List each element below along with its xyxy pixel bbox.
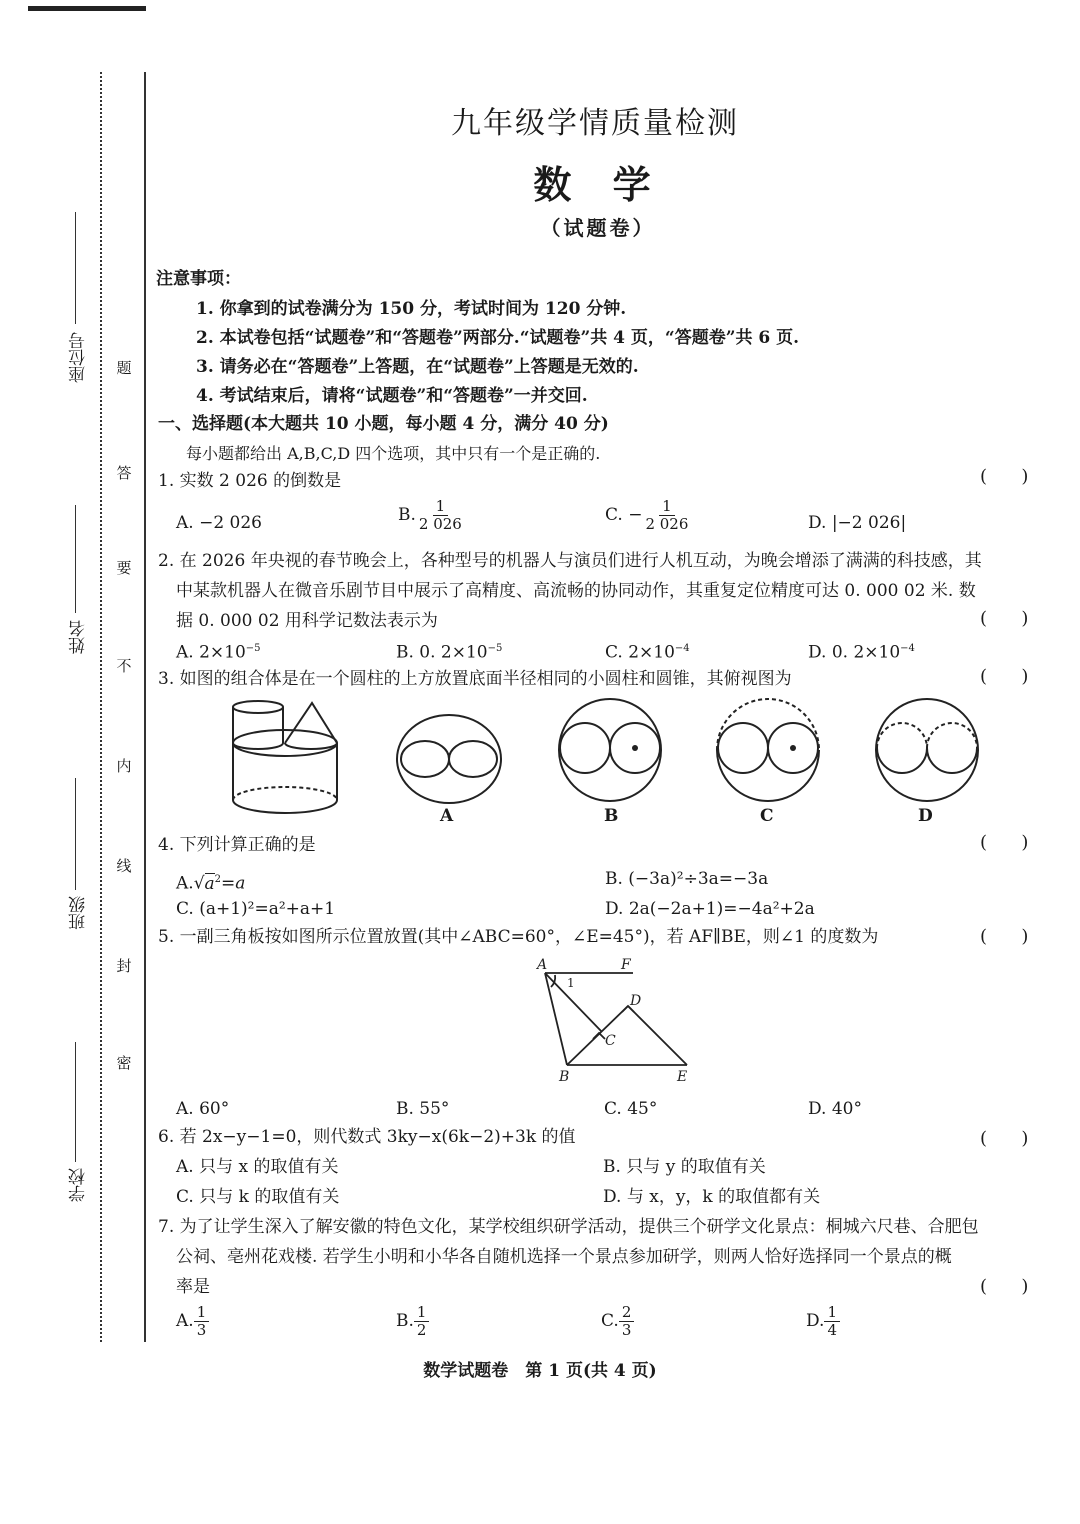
q3-label-c: C: [760, 806, 774, 826]
q4-option-c: C. (a+1)²=a²+a+1: [176, 899, 336, 919]
seal-char: 答: [116, 464, 132, 482]
seal-char: 线: [116, 857, 132, 875]
binding-dotted-line: [100, 72, 102, 1342]
fig-label-c: C: [605, 1033, 616, 1049]
answer-paren: ( ): [980, 926, 1029, 947]
notice-item: 1. 你拿到的试卷满分为 150 分，考试时间为 120 分钟.: [196, 299, 627, 319]
seat-label: 座位号: [69, 332, 89, 383]
q2-option-a: A. $2\times 10^{-5}$: [176, 642, 261, 663]
seal-char: 题: [116, 359, 132, 377]
fig-label-b: B: [559, 1069, 570, 1085]
q5-option-c: C. 45°: [604, 1099, 658, 1119]
seal-char: 不: [116, 657, 132, 675]
q7-stem-line1: 7. 为了让学生深入了解安徽的特色文化，某学校组织研学活动，提供三个研学文化景点：桐城六尺巷、合肥包: [158, 1217, 979, 1237]
q6-option-b: B. 只与 y 的取值有关: [603, 1157, 766, 1177]
q5-option-d: D. 40°: [808, 1099, 862, 1119]
answer-paren: ( ): [980, 1128, 1029, 1149]
q6-stem: 6. 若 2x−y−1=0，则代数式 3ky−x(6k−2)+3k 的值: [158, 1127, 576, 1147]
q7-option-a: A. $\frac{1}{3}$: [176, 1304, 209, 1339]
q2-option-b: B. 0. $2\times 10^{-5}$: [396, 642, 503, 663]
q2-stem-line2: 中某款机器人在微音乐剧节目中展示了高精度、高流畅的协同动作，其重复定位精度可达 0. 000 02 米. 数: [176, 581, 976, 601]
school-label: 学校: [69, 1168, 89, 1202]
q3-option-c-figure[interactable]: [714, 696, 822, 804]
answer-paren: ( ): [980, 466, 1029, 487]
name-label: 姓名: [69, 620, 89, 654]
q6-option-c: C. 只与 k 的取值有关: [176, 1187, 340, 1207]
q2-stem-line1: 2. 在 2026 年央视的春节晚会上，各种型号的机器人与演员们进行人机互动，为晚会增添了满满的科技感，其: [158, 551, 982, 571]
q7-option-c: C. $\frac{2}{3}$: [601, 1304, 634, 1339]
fig-label-a: A: [537, 957, 548, 973]
q6-option-a: A. 只与 x 的取值有关: [176, 1157, 339, 1177]
q1-option-c: C. − $\frac{1}{2 026}$: [605, 497, 689, 533]
q4-stem: 4. 下列计算正确的是: [158, 835, 316, 855]
class-blank[interactable]: [75, 778, 76, 890]
q3-option-d-figure[interactable]: [873, 696, 981, 804]
q2-stem-line3: 据 0. 000 02 用科学记数法表示为: [176, 611, 438, 631]
q3-label-b: B: [604, 806, 619, 826]
q3-option-a-figure[interactable]: [394, 712, 504, 806]
q5-triangle-figure: [525, 953, 700, 1088]
seal-char: 内: [116, 757, 132, 775]
answer-paren: ( ): [980, 1276, 1029, 1297]
q4-option-a: $A.√a^2=a$: [176, 873, 246, 894]
notice-item: 3. 请务必在“答题卷”上答题，在“试题卷”上答题是无效的.: [196, 357, 639, 377]
section-instruction: 每小题都给出 A,B,C,D 四个选项，其中只有一个是正确的.: [186, 444, 601, 463]
q5-option-a: A. 60°: [176, 1099, 230, 1119]
binding-solid-line: [144, 72, 146, 1342]
page-footer: 数学试题卷 第 1 页(共 4 页): [423, 1361, 657, 1381]
q4-option-b: B. (−3a)²÷3a=−3a: [605, 869, 769, 889]
q7-stem-line3: 率是: [176, 1277, 210, 1297]
school-blank[interactable]: [75, 1042, 76, 1162]
q5-option-b: B. 55°: [396, 1099, 450, 1119]
fig-label-angle1: 1: [567, 976, 575, 990]
q3-option-b-figure[interactable]: [556, 696, 664, 804]
q7-option-d: D. $\frac{1}{4}$: [806, 1304, 840, 1339]
q1-option-b: B. $\frac{1}{2 026}$: [398, 497, 462, 533]
q3-label-d: D: [918, 806, 933, 826]
top-rule: [28, 6, 146, 11]
fig-label-d: D: [630, 993, 642, 1009]
name-blank[interactable]: [75, 505, 76, 613]
q1-stem: 1. 实数 2 026 的倒数是: [158, 471, 342, 491]
paper-subtitle: （试题卷）: [540, 216, 656, 240]
q7-option-b: B. $\frac{1}{2}$: [396, 1304, 429, 1339]
q4-option-d: D. 2a(−2a+1)=−4a²+2a: [605, 899, 815, 919]
q6-option-d: D. 与 x，y，k 的取值都有关: [603, 1187, 821, 1207]
q3-solid-figure: [220, 695, 350, 820]
q3-label-a: A: [440, 806, 454, 826]
q2-option-d: D. 0. $2\times 10^{-4}$: [808, 642, 915, 663]
answer-paren: ( ): [980, 832, 1029, 853]
section-heading: 一、选择题(本大题共 10 小题，每小题 4 分，满分 40 分): [158, 414, 609, 434]
class-label: 班级: [69, 896, 89, 930]
answer-paren: ( ): [980, 666, 1029, 687]
notice-title: 注意事项：: [156, 269, 241, 289]
subject-title: 数 学: [533, 162, 665, 207]
notice-item: 2. 本试卷包括“试题卷”和“答题卷”两部分.“试题卷”共 4 页，“答题卷”共 6 页.: [196, 328, 800, 348]
seal-char: 要: [116, 559, 132, 577]
seal-char: 封: [116, 957, 132, 975]
answer-paren: ( ): [980, 608, 1029, 629]
q2-option-c: C. $2\times 10^{-4}$: [605, 642, 690, 663]
fig-label-f: F: [621, 957, 631, 973]
fig-label-e: E: [677, 1069, 688, 1085]
seal-char: 密: [116, 1054, 132, 1072]
q1-option-d: D. |−2 026|: [808, 513, 907, 533]
exam-title: 九年级学情质量检测: [451, 106, 739, 141]
notice-item: 4. 考试结束后，请将“试题卷”和“答题卷”一并交回.: [196, 386, 588, 406]
q7-stem-line2: 公祠、亳州花戏楼. 若学生小明和小华各自随机选择一个景点参加研学，则两人恰好选择同一个景点的概: [176, 1247, 952, 1267]
q5-stem: 5. 一副三角板按如图所示位置放置(其中∠ABC=60°，∠E=45°)，若 AF∥BE，则∠1 的度数为: [158, 927, 879, 947]
q3-stem: 3. 如图的组合体是在一个圆柱的上方放置底面半径相同的小圆柱和圆锥，其俯视图为: [158, 669, 792, 689]
q1-option-a: A. −2 026: [176, 513, 262, 533]
